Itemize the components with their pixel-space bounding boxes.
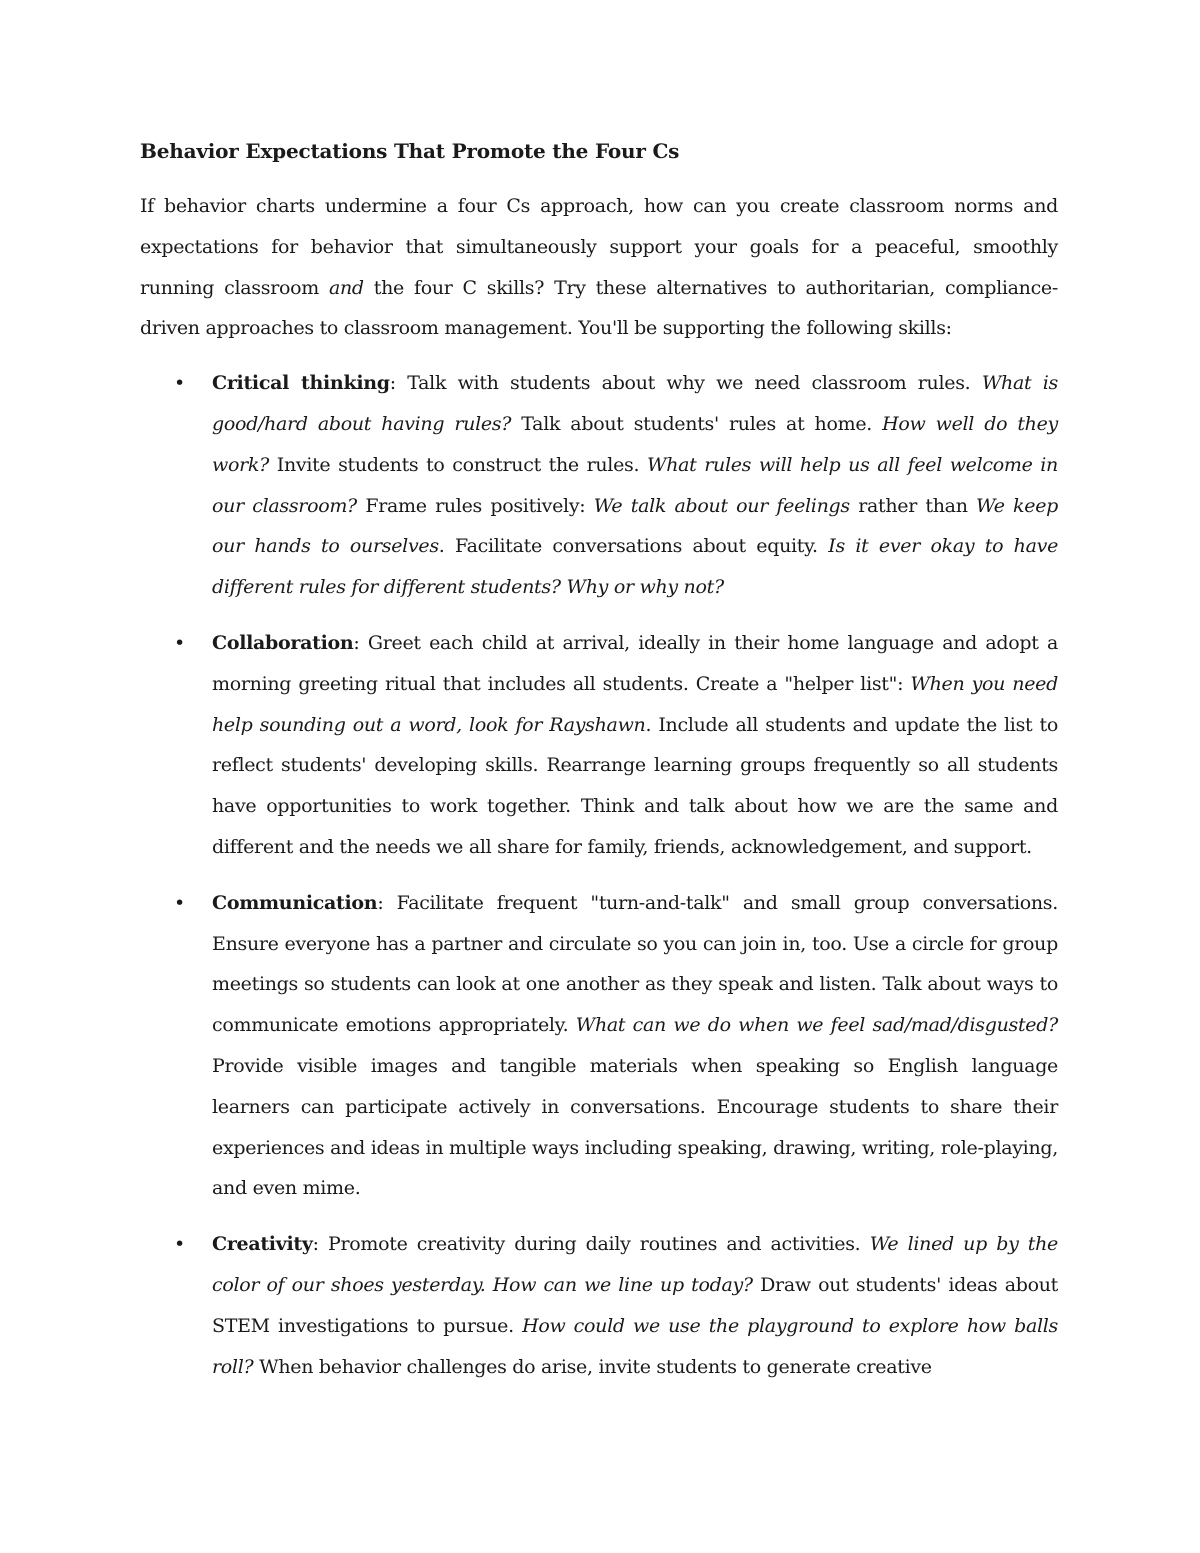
skill-text: Draw out students' ideas about STEM investigations to pursue. bbox=[212, 1273, 1058, 1337]
skill-item-creativity bbox=[140, 1224, 1058, 1387]
bullet-icon: • bbox=[174, 1233, 185, 1256]
intro-paragraph bbox=[140, 186, 1058, 349]
skill-item-collaboration bbox=[140, 623, 1058, 868]
bullet-icon: • bbox=[174, 631, 185, 654]
skill-example: Is it ever okay to have different rules for different students? Why or why not? bbox=[212, 535, 1059, 599]
skill-term: Critical thinking bbox=[212, 372, 390, 395]
skill-text: : Facilitate frequent "turn-and-talk" and small group conversations. Ensure everyone has a partner and circulate so you can join in, too. Use a circle for group meetings so students can look at one another as they speak and listen. Talk about ways to communicate emotions appropriately. bbox=[212, 891, 1058, 1037]
document-page bbox=[140, 138, 1058, 1402]
skill-example: What rules will help us all feel welcome in our classroom? bbox=[212, 453, 1058, 517]
skill-text: : Greet each child at arrival, ideally in their home language and adopt a morning greeting ritual that includes all students. Create a "helper list": bbox=[212, 631, 1058, 695]
skill-example: When you need help sounding out a word, look for Rayshawn bbox=[212, 672, 1058, 736]
skills-list bbox=[140, 363, 1058, 1387]
skill-term: Collaboration bbox=[212, 631, 354, 654]
skill-text: Talk about students' rules at home. bbox=[511, 412, 883, 435]
skill-text: . Facilitate conversations about equity. bbox=[438, 535, 829, 558]
intro-text: the four C skills? Try these alternatives to authoritarian, compliance-driven approaches to classroom management. You'll be supporting the following skills: bbox=[140, 276, 1058, 340]
skill-text: rather than bbox=[849, 494, 977, 517]
skill-term: Creativity bbox=[212, 1233, 313, 1256]
skill-example: What is good/hard about having rules? bbox=[212, 372, 1058, 435]
skill-text: Frame rules positively: bbox=[356, 494, 594, 517]
skill-text: Provide visible images and tangible materials when speaking so English language learners can participate actively in conversations. Encourage students to share their experiences and ideas in multiple ways including speaking, drawing, writing, role-playing, and even mime. bbox=[212, 1054, 1058, 1200]
skill-text: . Include all students and update the list to reflect students' developing skills. Rearrange learning groups frequently so all students have opportunities to work together. Think and talk about how we are the same and different and the needs we all share for family, friends, acknowledgement, and support. bbox=[212, 713, 1058, 858]
skill-example: We talk about our feelings bbox=[593, 494, 850, 517]
intro-emphasis: and bbox=[328, 276, 364, 299]
skill-example: How well do they work? bbox=[212, 412, 1058, 476]
intro-text: If behavior charts undermine a four Cs approach, how can you create classroom norms and expectations for behavior that simultaneously support your goals for a peaceful, smoothly running classroom bbox=[140, 195, 1058, 299]
skill-example: We lined up by the color of our shoes yesterday. How can we line up today? bbox=[212, 1233, 1058, 1296]
bullet-icon: • bbox=[174, 891, 185, 914]
document-title: Behavior Expectations That Promote the Four Cs bbox=[140, 139, 680, 163]
bullet-icon: • bbox=[174, 372, 185, 395]
skill-text: : Promote creativity during daily routines and activities. bbox=[312, 1233, 870, 1256]
skill-text: When behavior challenges do arise, invite students to generate creative bbox=[253, 1355, 932, 1378]
skill-example: How could we use the playground to explore how balls roll? bbox=[212, 1314, 1058, 1378]
skill-item-communication bbox=[140, 883, 1058, 1209]
skill-text: Invite students to construct the rules. bbox=[269, 453, 647, 476]
skill-item-critical-thinking bbox=[140, 363, 1058, 608]
skill-example: We keep our hands to ourselves bbox=[212, 494, 1058, 558]
skill-term: Communication bbox=[212, 891, 378, 914]
skill-example: What can we do when we feel sad/mad/disgusted? bbox=[575, 1014, 1058, 1037]
skill-text: : Talk with students about why we need classroom rules. bbox=[389, 372, 982, 395]
